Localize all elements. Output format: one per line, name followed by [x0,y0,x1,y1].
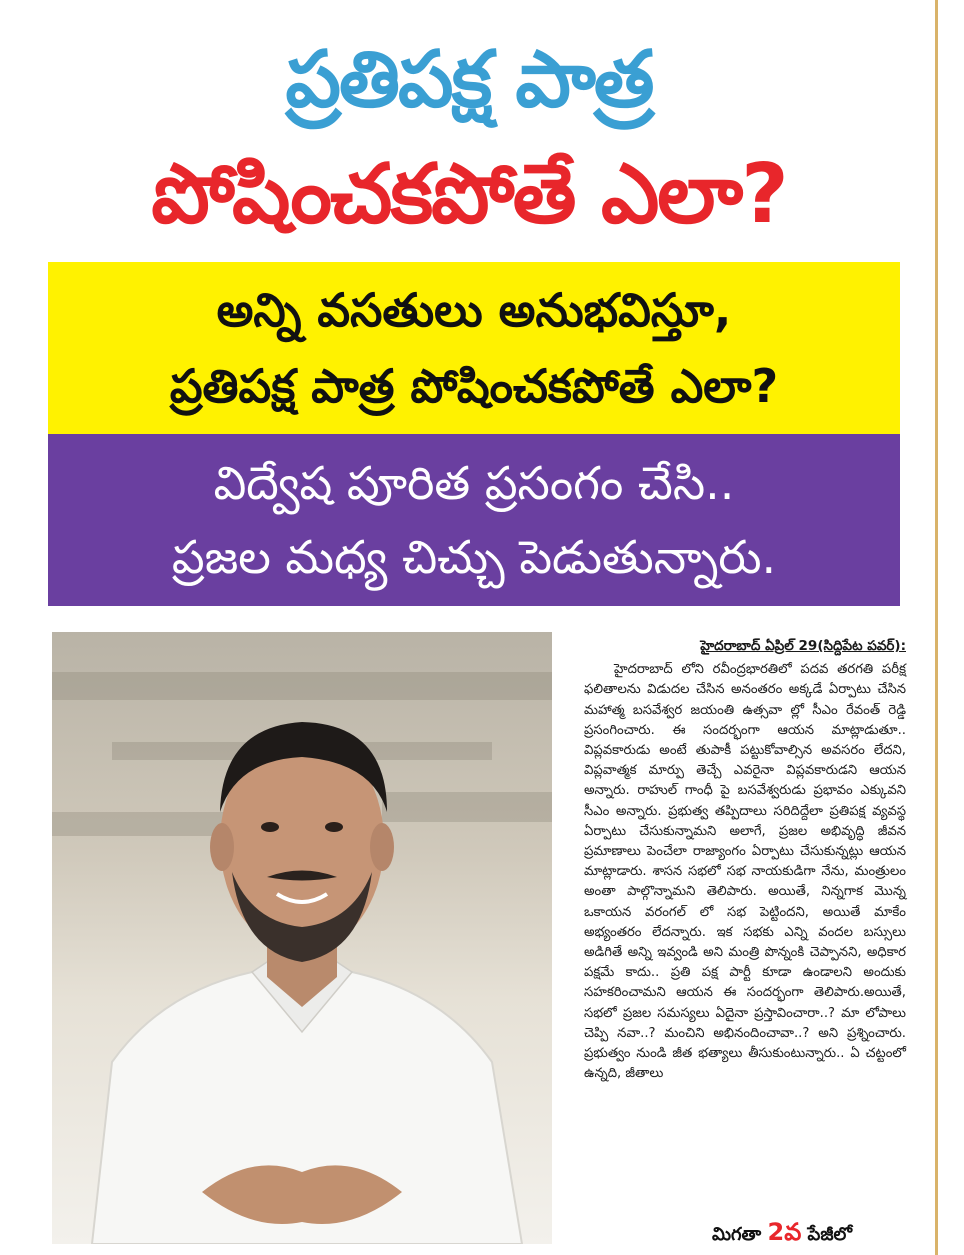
subhead-purple-line-2: ప్రజల మధ్య చిచ్చు పెడుతున్నారు. [171,530,777,584]
subhead-purple-line-1: విద్వేష పూరిత ప్రసంగం చేసి.. [213,456,735,510]
article-body: హైదరాబాద్ లోని రవీంద్రభారతిలో పదవ తరగతి పరీక్ష ఫలితాలను విడుదల చేసిన అనంతరం అక్కడే ఏర్పాటు చేసిన మహాత్మ బసవేశ్వర జయంతి ఉత్సవా ల్లో సీఎం రేవంత్ రెడ్డి ప్రసంగించారు. ఈ సందర్భంగా ఆయన మాట్లాడుతూ.. విప్లవకారుడు అంటే తుపాకీ పట్టుకోవాల్సిన అవసరం లేదని, విప్లవాత్మక మార్పు తెచ్చే ఎవరైనా విప్లవకారుడని ఆయన అన్నారు. రాహుల్ గాంధీ పై బసవేశ్వరుడు ప్రభావం ఎక్కువని సీఎం అన్నారు. ప్రభుత్వ తప్పిదాలు సరిదిద్దేలా ప్రతిపక్ష వ్యవస్థ ఏర్పాటు చేసుకున్నామని అలాగే, ప్రజల అభివృద్ధి జీవన ప్రమాణాలు పెంచేలా రాజ్యాంగం ఏర్పాటు చేసుకున్నట్లు ఆయన మాట్లాడారు. శాసన సభలో సభ నాయకుడిగా నేను, మంత్రులం అంతా పాల్గొన్నామని తెలిపారు. అయితే, నిన్నగాక మొన్న ఒకాయన వరంగల్ లో సభ పెట్టిందని, అయితే మాకేం అభ్యంతరం లేదన్నారు. ఇక సభకు ఎన్ని వందల బస్సులు అడిగితే అన్ని ఇవ్వండి అని మంత్రి పొన్నంకి చెప్పానని, అధికార పక్షమే కాదు.. ప్రతి పక్ష పార్టీ కూడా ఉండాలని అందుకు సహకరించామని ఆయన ఈ సందర్భంగా తెలిపారు.అయితే, సభలో ప్రజల సమస్యలు ఏదైనా ప్రస్తావించారా..? మా లోపాలు చెప్పి నవా..? మంచిని అభినందించావా..? అని ప్రశ్నించారు. ప్రభుత్వం నుండి జీత భత్యాలు తీసుకుంటున్నారు.. ఏ చట్టంలో ఉన్నది, జీతాలు [584,662,906,1082]
subhead-yellow-band [48,262,900,434]
subhead-purple-band [48,434,900,606]
subhead-yellow-line-2: ప్రతిపక్ష పాత్ర పోషించకపోతే ఎలా? [169,359,779,413]
headline-line-2: పోషించకపోతే ఎలా? [151,147,787,242]
continued-suffix: పేజీలో [807,1224,853,1245]
headline-line-1: ప్రతిపక్ష పాత్ర [285,35,653,125]
continued-prefix: మిగతా [712,1224,762,1245]
continued-note [712,1218,852,1252]
person-illustration [52,632,552,1244]
cm-photo [52,632,552,1244]
subhead-yellow-line-1: అన్ని వసతులు అనుభవిస్తూ, [216,283,732,337]
continued-page: 2వ [767,1218,802,1246]
article-dateline: హైదరాబాద్ ఏప్రిల్ 29(సిద్దిపేట పవర్): [700,638,906,654]
article [584,636,906,1084]
